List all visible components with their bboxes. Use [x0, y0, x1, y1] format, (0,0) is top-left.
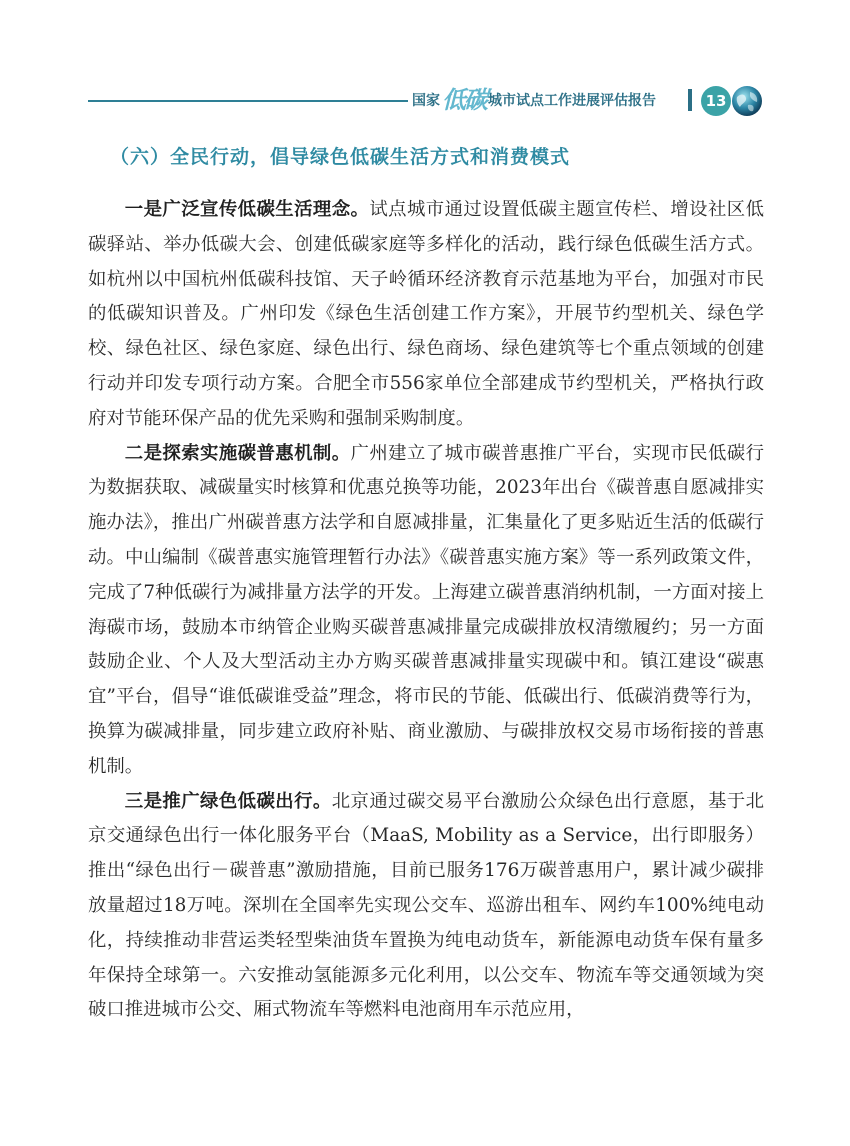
body-text	[88, 193, 764, 1028]
paragraph-lead: 二是探索实施碳普惠机制。	[124, 442, 351, 464]
paragraph-text: 广州建立了城市碳普惠推广平台，实现市民低碳行为数据获取、减碳量实时核算和优惠兑换等功能，2023年出台《碳普惠自愿减排实施办法》，推出广州碳普惠方法学和自愿减排量，汇集量化了更多贴近生活的低碳行动。中山编制《碳普惠实施管理暂行办法》《碳普惠实施方案》等一系列政策文件，完成了7种低碳行为减排量方法学的开发。上海建立碳普惠消纳机制，一方面对接上海碳市场，鼓励本市纳管企业购买碳普惠减排量完成碳排放权清缴履约；另一方面鼓励企业、个人及大型活动主办方购买碳普惠减排量实现碳中和。镇江建设“碳惠宜”平台，倡导“谁低碳谁受益”理念，将市民的节能、低碳出行、低碳消费等行为，换算为碳减排量，同步建立政府补贴、商业激励、与碳排放权交易市场衔接的普惠机制。	[88, 442, 764, 777]
paragraph-1	[88, 193, 764, 437]
header-rule	[88, 100, 408, 102]
paragraph-text: 北京通过碳交易平台激励公众绿色出行意愿，基于北京交通绿色出行一体化服务平台（MaaS, Mobility as a Service，出行即服务）推出“绿色出行－碳普惠”激励措施，目前已服务176万碳普惠用户，累计减少碳排放量超过18万吨。深圳在全国率先实现公交车、巡游出租车、网约车100%纯电动化，持续推动非营运类轻型柴油货车置换为纯电动货车，新能源电动货车保有量多年保持全球第一。六安推动氢能源多元化利用，以公交车、物流车等交通领域为突破口推进城市公交、厢式物流车等燃料电池商用车示范应用，	[88, 790, 764, 1021]
paragraph-lead: 一是广泛宣传低碳生活理念。	[124, 199, 370, 220]
report-title-logo-text: 低碳	[442, 85, 486, 114]
section-heading: （六）全民行动，倡导绿色低碳生活方式和消费模式	[110, 146, 571, 168]
paragraph-lead: 三是推广绿色低碳出行。	[124, 790, 332, 812]
paragraph-text: 试点城市通过设置低碳主题宣传栏、增设社区低碳驿站、举办低碳大会、创建低碳家庭等多样化的活动，践行绿色低碳生活方式。如杭州以中国杭州低碳科技馆、天子岭循环经济教育示范基地为平台，加强对市民的低碳知识普及。广州印发《绿色生活创建工作方案》，开展节约型机关、绿色学校、绿色社区、绿色家庭、绿色出行、绿色商场、绿色建筑等七个重点领域的创建行动并印发专项行动方案。合肥全市556家单位全部建成节约型机关，严格执行政府对节能环保产品的优先采购和强制采购制度。	[88, 199, 764, 429]
paragraph-2	[88, 437, 764, 785]
globe-icon	[731, 85, 763, 117]
report-title-suffix: 城市试点工作进展评估报告	[488, 93, 656, 109]
page-number-badge: 13	[701, 86, 731, 116]
report-title-prefix: 国家	[412, 93, 440, 109]
paragraph-3	[88, 785, 764, 1029]
report-title	[412, 85, 656, 114]
header-separator	[688, 89, 692, 111]
